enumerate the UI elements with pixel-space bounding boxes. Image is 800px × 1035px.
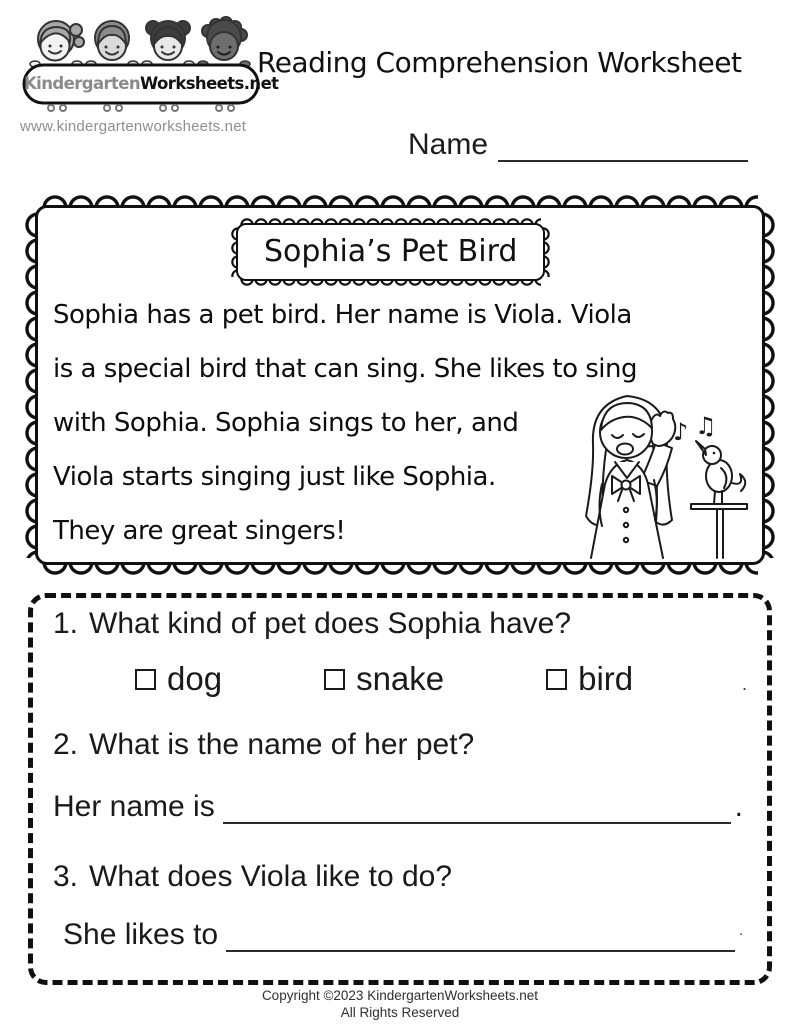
question-2 — [53, 728, 474, 762]
music-notes — [673, 412, 717, 446]
rights-line: All Rights Reserved — [340, 1005, 460, 1020]
name-label: Name — [408, 128, 489, 161]
question-2-number: 2. — [53, 728, 79, 761]
logo-wordmark-black: Worksheets.net — [140, 74, 279, 93]
story-box — [35, 205, 765, 565]
question-3-answer-prefix: She likes to — [63, 918, 219, 951]
story-title: Sophia’s Pet Bird — [264, 234, 518, 269]
option-bird-label: bird — [578, 660, 634, 697]
girl-and-bird-illustration — [569, 388, 754, 560]
story-line: Sophia has a pet bird. Her name is Viola. Viola — [53, 300, 632, 330]
question-1-number: 1. — [53, 607, 79, 640]
question-1-text: What kind of pet does Sophia have? — [89, 607, 572, 640]
option-snake[interactable] — [324, 660, 444, 698]
checkbox-bird[interactable] — [546, 669, 567, 690]
name-row — [408, 128, 748, 162]
kid-1-girl — [38, 21, 84, 61]
logo-wordmark — [24, 70, 279, 98]
pet-bird-figure — [691, 441, 747, 558]
question-3-number: 3. — [53, 860, 79, 893]
scallop-border-right — [762, 212, 775, 558]
name-blank-line[interactable] — [498, 128, 748, 162]
question-3-answer-row — [63, 916, 743, 952]
logo-wordmark-gray: Kindergarten — [24, 74, 141, 93]
double-music-note-icon: ♫ — [695, 412, 717, 440]
question-3-text: What does Viola like to do? — [89, 860, 453, 893]
question-2-answer-prefix: Her name is — [53, 790, 215, 823]
girl-figure — [586, 396, 675, 558]
checkbox-dog[interactable] — [135, 669, 156, 690]
story-line: Viola starts singing just like Sophia. — [53, 462, 496, 492]
site-logo — [20, 16, 279, 135]
option-dog[interactable] — [135, 660, 222, 698]
question-3-answer-blank[interactable] — [226, 916, 735, 952]
question-2-answer-blank[interactable] — [223, 788, 731, 824]
question-2-text: What is the name of her pet? — [89, 728, 475, 761]
question-2-trailing-period: . — [734, 790, 743, 823]
question-1-options — [33, 660, 767, 698]
kids-feet — [48, 105, 234, 111]
questions-box — [28, 593, 772, 985]
page-title: Reading Comprehension Worksheet — [257, 46, 742, 79]
kid-4-boy — [202, 17, 247, 60]
copyright-line: Copyright ©2023 KindergartenWorksheets.net — [261, 988, 539, 1003]
question-2-answer-row — [53, 788, 743, 824]
scallop-border-top — [42, 195, 758, 208]
website-url: www.kindergartenworksheets.net — [20, 118, 247, 135]
story-title-bubble — [236, 223, 545, 281]
scallop-border-bottom — [42, 562, 758, 575]
footer — [0, 987, 800, 1021]
kids-banner-illustration — [20, 16, 262, 116]
kid-2-boy — [95, 21, 129, 60]
option-dog-label: dog — [167, 660, 223, 697]
option-bird[interactable] — [546, 660, 633, 698]
question-1 — [53, 607, 571, 641]
question-3-trailing-period: . — [739, 922, 743, 938]
story-line: They are great singers! — [53, 516, 346, 546]
question-3 — [53, 860, 452, 894]
checkbox-snake[interactable] — [324, 669, 345, 690]
single-music-note-icon: ♪ — [673, 418, 689, 446]
story-line: is a special bird that can sing. She likes to sing — [53, 354, 638, 384]
scallop-border-left — [25, 212, 38, 558]
option-snake-label: snake — [356, 660, 445, 697]
kid-3-girl — [146, 21, 190, 60]
question-1-trailing-period: . — [741, 674, 747, 694]
story-line: with Sophia. Sophia sings to her, and — [53, 408, 519, 438]
